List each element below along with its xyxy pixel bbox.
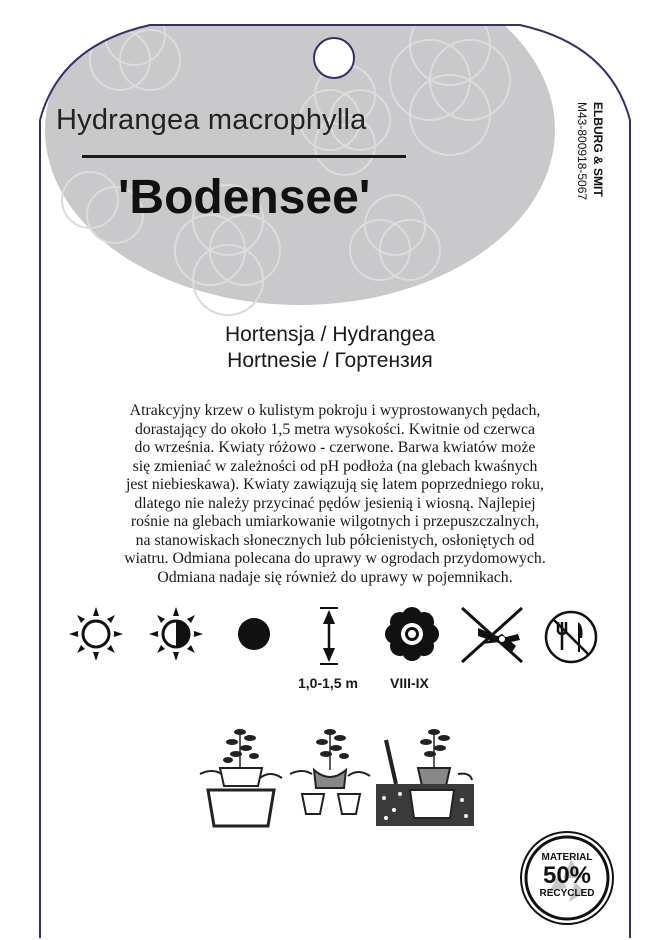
recycled-badge bbox=[519, 830, 615, 926]
description-line: jest niebieskawa). Kwiaty zawiązują się latem poprzedniego roku, bbox=[125, 476, 545, 493]
flower-icon bbox=[384, 606, 440, 662]
not-edible-icon bbox=[542, 608, 600, 666]
latin-name: Hydrangea macrophylla bbox=[56, 104, 367, 136]
height-arrow-icon bbox=[316, 606, 342, 666]
brand-name: ELBURG & SMIT bbox=[591, 102, 605, 197]
planting-step-2-icon bbox=[288, 718, 372, 818]
hanging-hole bbox=[314, 38, 354, 78]
brand-vertical bbox=[566, 98, 606, 248]
header-blob bbox=[45, 0, 555, 305]
brand-code: M43-800918-5067 bbox=[575, 102, 589, 201]
cultivar-name: 'Bodensee' bbox=[118, 171, 371, 224]
half-shade-icon bbox=[148, 606, 204, 662]
recycled-line-3: RECYCLED bbox=[539, 888, 595, 899]
common-name-2: Hortnesie / Гортензия bbox=[227, 349, 433, 372]
description-line: rośnie na glebach umiarkowanie wilgotnych i przepuszczalnych, bbox=[130, 513, 540, 530]
planting-step-1-icon bbox=[198, 718, 284, 828]
description-line: dorastający do około 1,5 metra wysokości. Kwitnie od czerwca bbox=[134, 420, 536, 438]
planting-step-3-icon bbox=[374, 718, 474, 828]
flowering-label: VIII-IX bbox=[390, 675, 429, 691]
description-line: dlatego nie należy przycinać pędów jesienią i wiosną. Najlepiej bbox=[134, 494, 536, 512]
recycled-percent: 50% bbox=[542, 862, 592, 889]
no-pruning-icon bbox=[458, 604, 526, 666]
description-line: do września. Kwiaty różowo - czerwone. Barwa kwiatów może bbox=[134, 439, 536, 456]
description-line: Atrakcyjny krzew o kulistym pokroju i wyprostowanych pędach, bbox=[129, 402, 541, 419]
full-shade-icon bbox=[236, 616, 272, 652]
description-line: się zmieniać w zależności od pH podłoża (na glebach kwaśnych bbox=[132, 457, 538, 475]
full-sun-icon bbox=[68, 606, 124, 662]
common-name-1: Hortensja / Hydrangea bbox=[224, 323, 436, 346]
description-line: na stanowiskach słonecznych lub półcienistych, osłoniętych od bbox=[135, 531, 535, 549]
description-line: wiatru. Odmiana polecana do uprawy w ogrodach przydomowych. bbox=[124, 550, 546, 567]
height-label: 1,0-1,5 m bbox=[298, 675, 358, 691]
description bbox=[62, 402, 608, 587]
recycled-line-1: MATERIAL bbox=[541, 852, 593, 863]
common-names bbox=[170, 322, 490, 374]
description-line: Odmiana nadaje się również do uprawy w pojemnikach. bbox=[157, 568, 513, 586]
title-divider bbox=[82, 155, 406, 158]
